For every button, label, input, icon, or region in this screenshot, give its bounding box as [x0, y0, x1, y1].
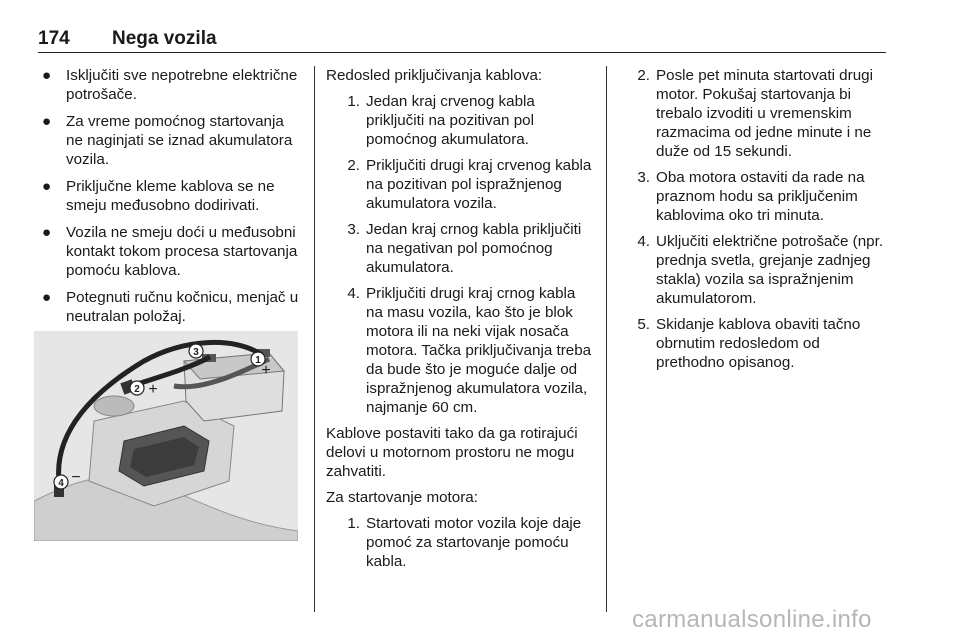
step-number: 1.: [347, 93, 360, 110]
connection-order-intro: Redosled priključivanja kablova:: [326, 67, 543, 84]
header-divider: [38, 52, 886, 53]
minus-sign-icon: −: [191, 356, 201, 373]
list-item: [628, 66, 890, 161]
column-divider-1: [314, 66, 315, 612]
list-item: [338, 156, 596, 213]
jump-start-illustration: [34, 331, 298, 541]
list-item-text: Potegnuti ručnu kočnicu, menjač u neutralan položaj.: [66, 289, 299, 325]
bullet-icon: ●: [42, 67, 52, 84]
list-item: [628, 232, 890, 308]
callout-4: 4: [58, 478, 64, 489]
step-number: 3.: [347, 221, 360, 238]
step-text: Uključiti električne potrošače (npr. prednja svetla, grejanje zadnjeg stakla) vozila sa ispražnjenim akumulatorom.: [656, 233, 884, 307]
list-item: [38, 223, 304, 280]
step-number: 2.: [347, 157, 360, 174]
start-steps-list: [338, 514, 596, 571]
step-text: Skidanje kablova obaviti tačno obrnutim redosledom od prethodno opisanog.: [656, 316, 861, 371]
step-text: Jedan kraj crnog kabla priključiti na negativan pol pomoćnog akumulatora.: [366, 221, 582, 276]
watermark: carmanualsonline.info: [632, 606, 872, 633]
list-item: [628, 315, 890, 372]
step-number: 1.: [347, 515, 360, 532]
step-number: 5.: [637, 316, 650, 333]
list-item: [338, 284, 596, 417]
right-column: [628, 66, 890, 379]
bullet-icon: ●: [42, 289, 52, 306]
list-item: [338, 92, 596, 149]
bullet-icon: ●: [42, 224, 52, 241]
list-item-text: Vozila ne smeju doći u međusobni kontakt tokom procesa startovanja pomoću kablova.: [66, 224, 298, 279]
precautions-list: [38, 66, 304, 326]
plus-sign-icon: +: [261, 362, 271, 379]
callout-2: 2: [134, 384, 140, 395]
start-steps-continued-list: [628, 66, 890, 372]
step-text: Posle pet minuta startovati drugi motor. Pokušaj startovanja bi trebalo izvoditi u vremenskim razmacima od jedne minute i ne duže od 15 sekundi.: [656, 67, 873, 160]
callout-1: 1: [255, 355, 261, 366]
page-number: 174: [38, 28, 70, 49]
page-header: [38, 28, 886, 50]
left-column: [38, 66, 304, 334]
middle-column: [326, 66, 596, 578]
start-engine-intro: Za startovanje motora:: [326, 489, 478, 506]
list-item-text: Isključiti sve nepotrebne električne potrošače.: [66, 67, 298, 103]
list-item: [338, 514, 596, 571]
step-number: 4.: [347, 285, 360, 302]
bullet-icon: ●: [42, 113, 52, 130]
cable-routing-paragraph: Kablove postaviti tako da ga rotirajući delovi u motornom prostoru ne mogu zahvatiti.: [326, 425, 578, 480]
bullet-icon: ●: [42, 178, 52, 195]
list-item: [38, 66, 304, 104]
list-item: [38, 112, 304, 169]
list-item-text: Za vreme pomoćnog startovanja ne naginjati se iznad akumulatora vozila.: [66, 113, 293, 168]
callout-3: 3: [193, 347, 199, 358]
minus-sign-icon: −: [71, 469, 81, 486]
list-item: [38, 288, 304, 326]
step-text: Startovati motor vozila koje daje pomoć za startovanje pomoću kabla.: [366, 515, 582, 570]
list-item: [38, 177, 304, 215]
step-text: Priključiti drugi kraj crnog kabla na masu vozila, kao što je blok motora ili na neki vijak nosača motora. Tačka priključivanja treba da bude što je moguće dalje od ispražnjenog akumulatora vozila, najmanje 60 cm.: [366, 285, 592, 416]
connection-steps-list: [338, 92, 596, 417]
step-text: Oba motora ostaviti da rade na praznom hodu sa priključenim kablovima oko tri minuta.: [656, 169, 865, 224]
step-text: Priključiti drugi kraj crvenog kabla na pozitivan pol ispražnjenog akumulatora vozila.: [366, 157, 592, 212]
page-title: Nega vozila: [112, 28, 217, 49]
step-number: 4.: [637, 233, 650, 250]
plus-sign-icon: +: [148, 381, 158, 398]
column-divider-2: [606, 66, 607, 612]
step-number: 3.: [637, 169, 650, 186]
engine-bay-drawing: [34, 331, 298, 541]
list-item: [628, 168, 890, 225]
step-text: Jedan kraj crvenog kabla priključiti na pozitivan pol pomoćnog akumulatora.: [366, 93, 535, 148]
list-item-text: Priključne kleme kablova se ne smeju međusobno dodirivati.: [66, 178, 275, 214]
step-number: 2.: [637, 67, 650, 84]
list-item: [338, 220, 596, 277]
